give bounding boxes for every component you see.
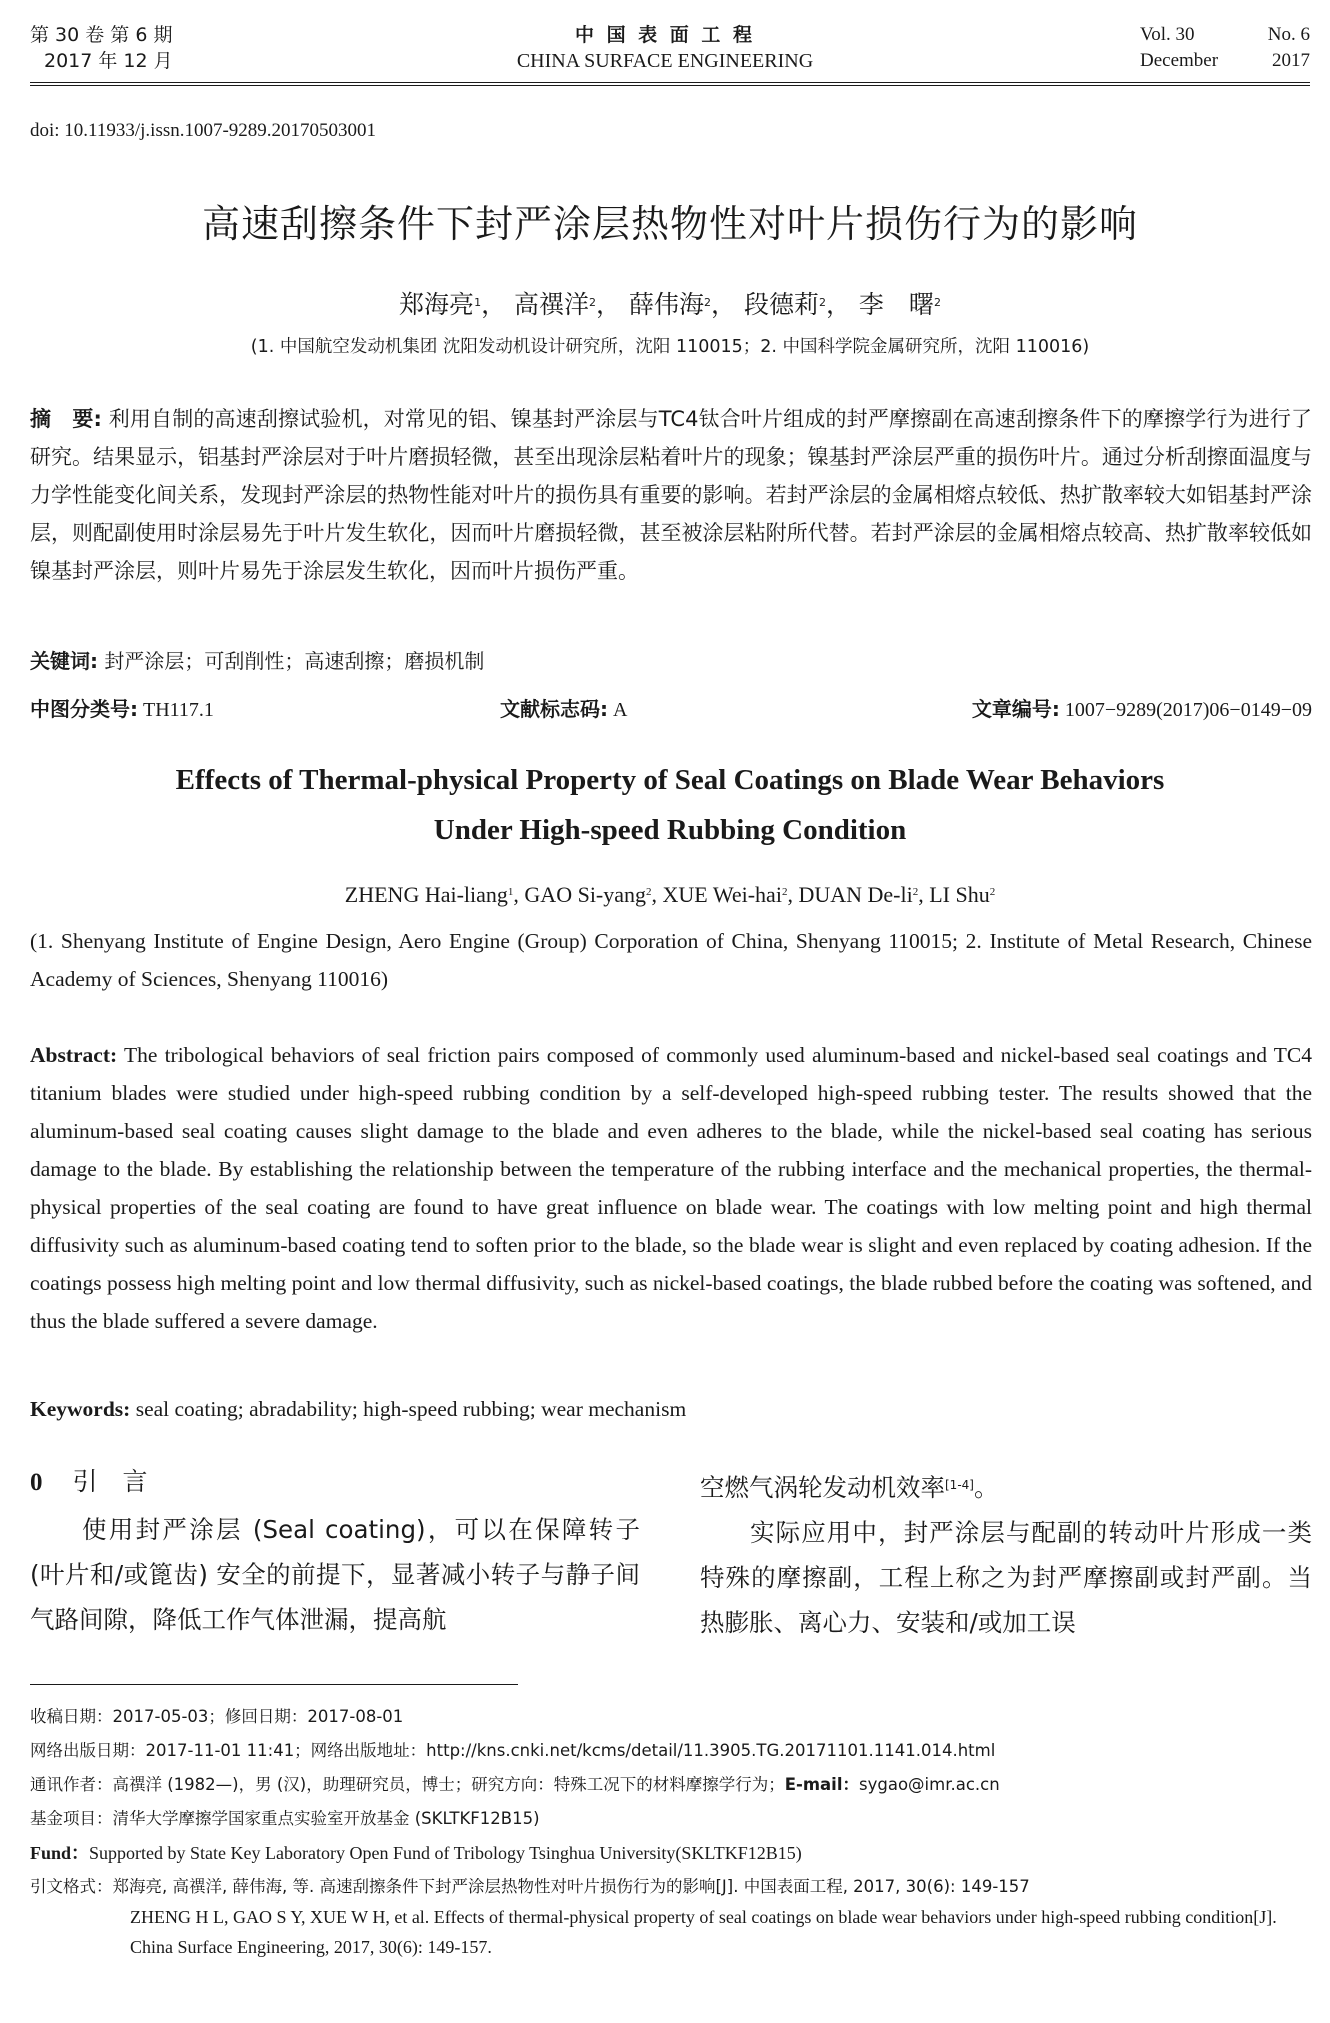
- fund-en: Fund：Supported by State Key Laboratory Open Fund of Tribology Tsinghua University(SKLTKF12B15): [30, 1843, 802, 1863]
- citation-zh: 引文格式：郑海亮, 高禩洋, 薛伟海, 等. 高速刮擦条件下封严涂层热物性对叶片损伤行为的影响[J]. 中国表面工程, 2017, 30(6): 149-157: [30, 1877, 1030, 1896]
- email: sygao@imr.ac.cn: [859, 1775, 1000, 1794]
- footnote-rule: [30, 1684, 518, 1685]
- header-center: [400, 22, 930, 74]
- journal-name-zh: 中 国 表 面 工 程: [574, 24, 756, 46]
- document-code: 文献标志码: A: [500, 697, 628, 721]
- fund-zh: 基金项目：清华大学摩擦学国家重点实验室开放基金 (SKLTKF12B15): [30, 1809, 540, 1828]
- title-en-line1: Effects of Thermal-physical Property of Seal Coatings on Blade Wear Behaviors: [175, 764, 1165, 796]
- author-zh: 薛伟海$^2$: [628, 290, 711, 319]
- title-en: [30, 755, 1310, 855]
- title-en-line2: Under High-speed Rubbing Condition: [433, 814, 907, 846]
- author-en: GAO Si-yang$^2$: [524, 882, 652, 907]
- authors-zh: 郑海亮$^1$， 高禩洋$^2$， 薛伟海$^2$， 段德莉$^2$， 李 曙$^2$: [399, 290, 941, 319]
- author-en: LI Shu$^2$: [929, 882, 996, 907]
- citation-en: ZHENG H L, GAO S Y, XUE W H, et al. Effects of thermal-physical property of seal coatings on blade wear behaviors under high-speed rubbing condition[J]. China Surface Engineering, 2017, 30(6): 149-157.: [130, 1907, 1277, 1957]
- affiliation-en: (1. Shenyang Institute of Engine Design, Aero Engine (Group) Corporation of China, Shenyang 110015; 2. Institute of Metal Research, Chinese Academy of Sciences, Shenyang 110016): [30, 929, 1312, 991]
- citation-ref: [1-4]: [945, 1478, 974, 1492]
- keywords-zh: 关键词: 封严涂层；可刮削性；高速刮擦；磨损机制: [30, 649, 485, 673]
- abstract-label-zh: 摘 要:: [30, 407, 102, 431]
- volume-en: Vol. 30: [1140, 24, 1195, 45]
- header-left: [30, 22, 250, 74]
- month-en: December: [1140, 50, 1219, 71]
- intro-right-continuation: 空燃气涡轮发动机效率[1-4]。: [700, 1473, 999, 1502]
- author-en: ZHENG Hai-liang$^1$: [344, 882, 514, 907]
- header-rule: [30, 82, 1310, 86]
- header-right: [1140, 22, 1310, 74]
- received-date: 收稿日期：2017-05-03；修回日期：2017-08-01: [30, 1707, 404, 1726]
- abstract-label-en: Abstract:: [30, 1043, 118, 1067]
- abstract-text-en: The tribological behaviors of seal friction pairs composed of commonly used aluminum-based and nickel-based seal coatings and TC4 titanium blades were studied under high-speed rubbing condition by a self-developed high-speed rubbing tester. The results showed that the aluminum-based seal coating causes slight damage to the blade and even adheres to the blade, while the nickel-based seal coating has serious damage to the blade. By establishing the relationship between the temperature of the rubbing interface and the mechanical properties, the thermal-physical properties of the seal coating are found to have great influence on blade wear. The coatings with low melting point and high thermal diffusivity such as aluminum-based coating tend to soften prior to the blade, so the blade wear is slight and even replaced by coating adhesion. If the coatings possess high melting point and low thermal diffusivity, such as nickel-based coatings, the blade rubbed before the coating was softened, and thus the blade suffered a severe damage.: [30, 1043, 1312, 1333]
- author-en: XUE Wei-hai$^2$: [662, 882, 788, 907]
- year-en: 2017: [1272, 50, 1310, 71]
- title-zh: 高速刮擦条件下封严涂层热物性对叶片损伤行为的影响: [201, 202, 1138, 246]
- authors-en: ZHENG Hai-liang$^1$, GAO Si-yang$^2$, XUE Wei-hai$^2$, DUAN $De-li^2$, LI Shu$^2$: [344, 882, 996, 907]
- author-zh: 李 曙$^2$: [858, 290, 941, 319]
- section-heading-intro: 0 引 言: [30, 1467, 148, 1496]
- intro-left-paragraph: 使用封严涂层 (Seal coating)，可以在保障转子 (叶片和/或篦齿) 安全的前提下，显著减小转子与静子间气路间隙，降低工作气体泄漏，提高航: [30, 1515, 640, 1634]
- author-en: DUAN $De-li^2$: [798, 882, 919, 907]
- volume-issue-zh: 第 30 卷 第 6 期: [30, 24, 173, 46]
- article-number: 文章编号: 1007−9289(2017)06−0149−09: [971, 697, 1312, 721]
- class-number: 中图分类号: TH117.1: [30, 697, 214, 721]
- doi: doi: 10.11933/j.issn.1007-9289.20170503001: [30, 120, 377, 141]
- corresponding-author: 通讯作者：高禩洋 (1982—)，男 (汉)，助理研究员，博士；研究方向：特殊工况下的材料摩擦学行为；E-mail：sygao@imr.ac.cn: [30, 1775, 1000, 1794]
- online-info: 网络出版日期：2017-11-01 11:41；网络出版地址：http://kns.cnki.net/kcms/detail/11.3905.TG.20171101.1141.014.html: [30, 1741, 996, 1760]
- abstract-en: [30, 1036, 1312, 1340]
- keywords-en: Keywords: seal coating; abradability; high-speed rubbing; wear mechanism: [30, 1397, 687, 1421]
- author-zh: 段德莉$^2$: [743, 290, 826, 319]
- journal-name-en: CHINA SURFACE ENGINEERING: [516, 50, 814, 72]
- abstract-text-zh: 利用自制的高速刮擦试验机，对常见的铝、镍基封严涂层与TC4钛合叶片组成的封严摩擦副在高速刮擦条件下的摩擦学行为进行了研究。结果显示，铝基封严涂层对于叶片磨损轻微，甚至出现涂层粘着叶片的现象；镍基封严涂层严重的损伤叶片。通过分析刮擦面温度与力学性能变化间关系，发现封严涂层的热物性能对叶片的损伤具有重要的影响。若封严涂层的金属相熔点较低、热扩散率较大如铝基封严涂层，则配副使用时涂层易先于叶片发生软化，因而叶片磨损轻微，甚至被涂层粘附所代替。若封严涂层的金属相熔点较高、热扩散率较低如镍基封严涂层，则叶片易先于涂层发生软化，因而叶片损伤严重。: [30, 407, 1312, 583]
- footnotes: [30, 1702, 1320, 1962]
- author-zh: 郑海亮$^1$: [399, 290, 482, 319]
- abstract-zh: [30, 400, 1312, 590]
- issue-en: No. 6: [1267, 24, 1310, 45]
- intro-right-paragraph: 实际应用中，封严涂层与配副的转动叶片形成一类特殊的摩擦副，工程上称之为封严摩擦副或封严副。当热膨胀、离心力、安装和/或加工误: [700, 1518, 1312, 1637]
- date-zh: 2017 年 12 月: [44, 50, 173, 72]
- affiliation-zh: (1. 中国航空发动机集团 沈阳发动机设计研究所，沈阳 110015；2. 中国科学院金属研究所，沈阳 110016): [250, 337, 1090, 357]
- author-zh: 高禩洋$^2$: [514, 290, 597, 319]
